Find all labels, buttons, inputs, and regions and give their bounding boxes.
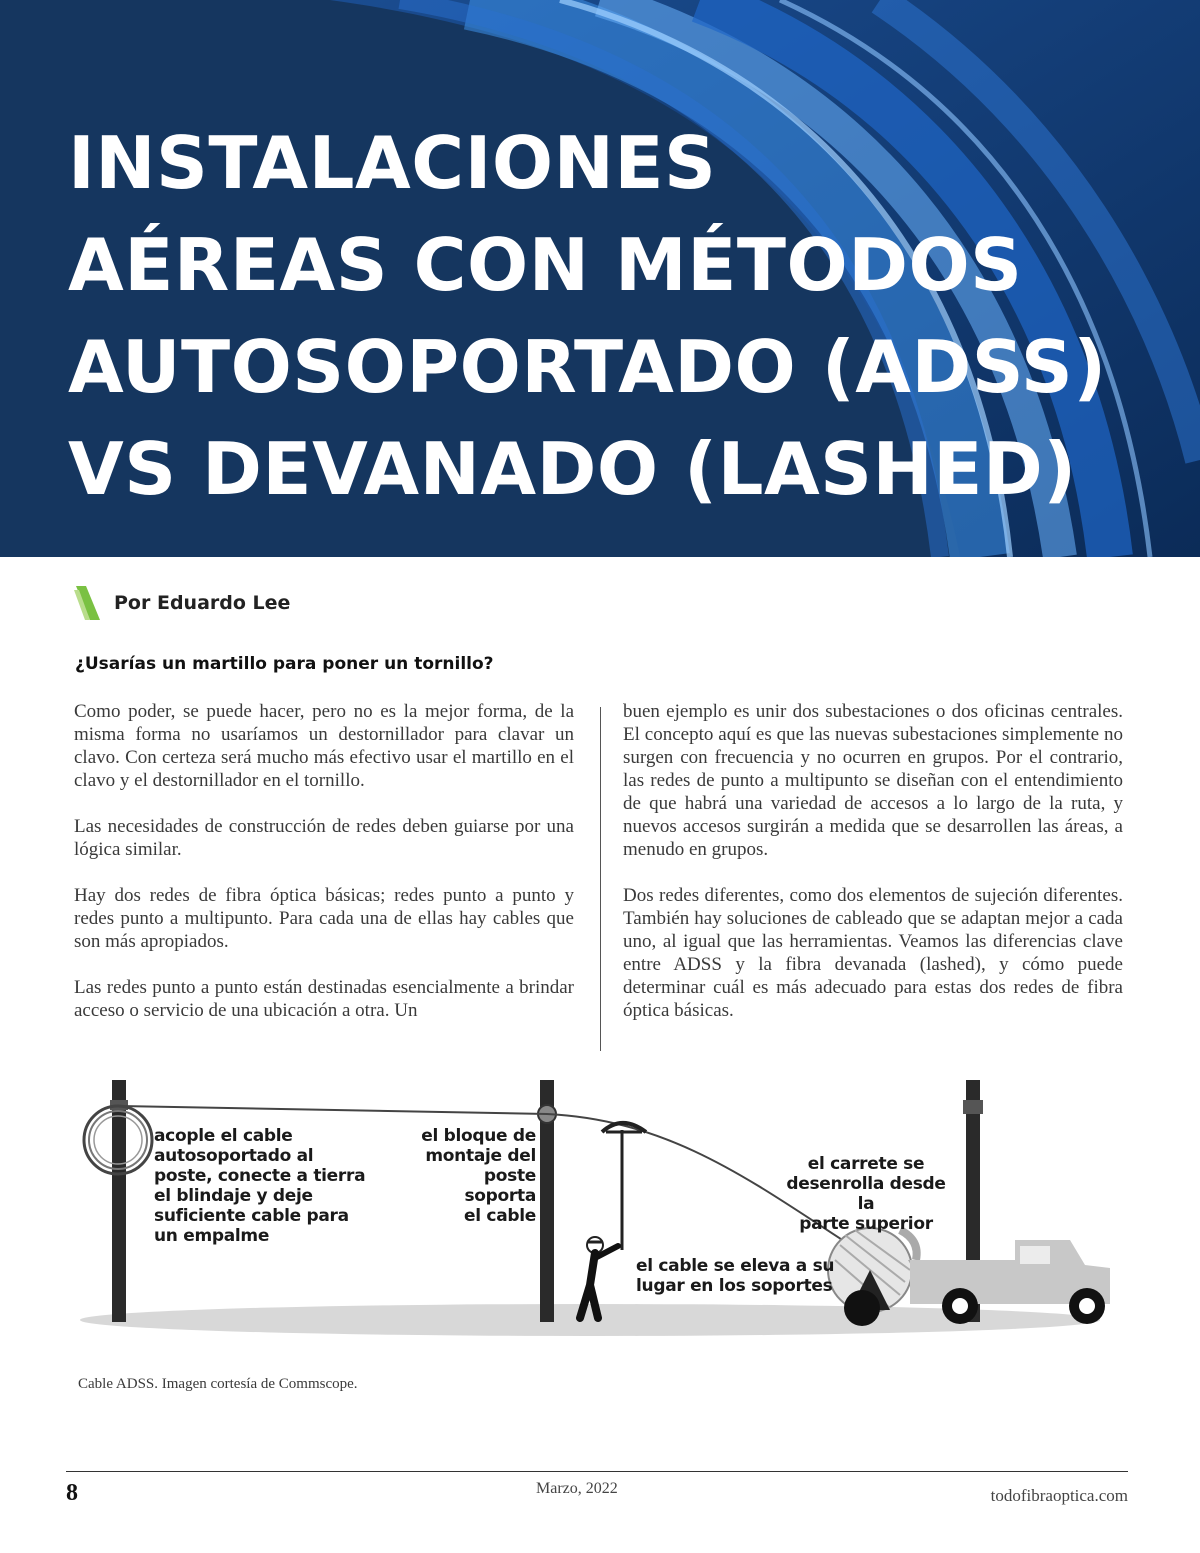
figure-caption: Cable ADSS. Imagen cortesía de Commscope. — [78, 1376, 358, 1392]
right-column — [623, 700, 1123, 1045]
title-line-1: INSTALACIONES — [68, 121, 717, 205]
article-subheading: ¿Usarías un martillo para poner un tornillo? — [75, 654, 494, 674]
label-attach-cable: acople el cable autosoportado al poste, conecte a tierra el blindaje y deje suficiente cable para un empalme — [154, 1126, 366, 1246]
label-mounting-block: el bloque de montaje del poste soporta el cable — [421, 1126, 536, 1226]
site-link[interactable]: todofibraoptica.com — [990, 1486, 1128, 1505]
paragraph: Hay dos redes de fibra óptica básicas; redes punto a punto y redes punto a multipunto. Para cada una de ellas hay cables que son más apropiados. — [74, 885, 574, 952]
title-line-2: AÉREAS CON MÉTODOS — [68, 223, 1023, 307]
page-number: 8 — [66, 1480, 78, 1506]
label-reel-unwinds: el carrete se desenrolla desde la parte superior — [786, 1154, 946, 1234]
title-line-3: AUTOSOPORTADO (ADSS) — [68, 325, 1107, 409]
adss-installation-figure — [70, 1070, 1130, 1342]
issue-date: Marzo, 2022 — [536, 1480, 618, 1497]
paragraph: buen ejemplo es unir dos subestaciones o dos oficinas centrales. El concepto aquí es que las nuevas subestaciones simplemente no surgen con frecuencia y no ocurren en grupos. Por el contrario, las redes de punto a multipunto se diseñan con el entendimiento de que habrá una variedad de accesos a lo largo de la ruta, y nuevos accesos surgirán a medida que se desarrollen las áreas, a menudo en grupos. — [623, 701, 1123, 860]
byline — [74, 586, 290, 620]
green-slash-icon — [74, 586, 102, 620]
title-line-4: VS DEVANADO (LASHED) — [68, 427, 1077, 511]
hero-banner — [0, 0, 1200, 557]
label-cable-raised: el cable se eleva a su lugar en los soportes — [636, 1256, 835, 1296]
paragraph: Las redes punto a punto están destinadas esencialmente a brindar acceso o servicio de una ubicación a otra. Un — [74, 977, 574, 1021]
paragraph: Dos redes diferentes, como dos elementos de sujeción diferentes. También hay soluciones de cableado que se adaptan mejor a cada uno, al igual que las herramientas. Veamos las diferencias clave entre ADSS y la fibra devanada (lashed), y cómo puede determinar cuál es más adecuado para estas dos redes de fibra óptica básicas. — [623, 885, 1123, 1021]
left-column — [74, 700, 574, 1045]
column-divider — [600, 707, 601, 1051]
article-title — [68, 112, 1107, 520]
paragraph: Las necesidades de construcción de redes deben guiarse por una lógica similar. — [74, 816, 574, 860]
author-name: Por Eduardo Lee — [114, 592, 291, 614]
footer-divider — [66, 1471, 1128, 1472]
paragraph: Como poder, se puede hacer, pero no es la mejor forma, de la misma forma no usaríamos un destornillador para clavar un clavo. Con certeza será mucho más efectivo usar el martillo en el clavo y el destornillador en el tornillo. — [74, 701, 574, 791]
